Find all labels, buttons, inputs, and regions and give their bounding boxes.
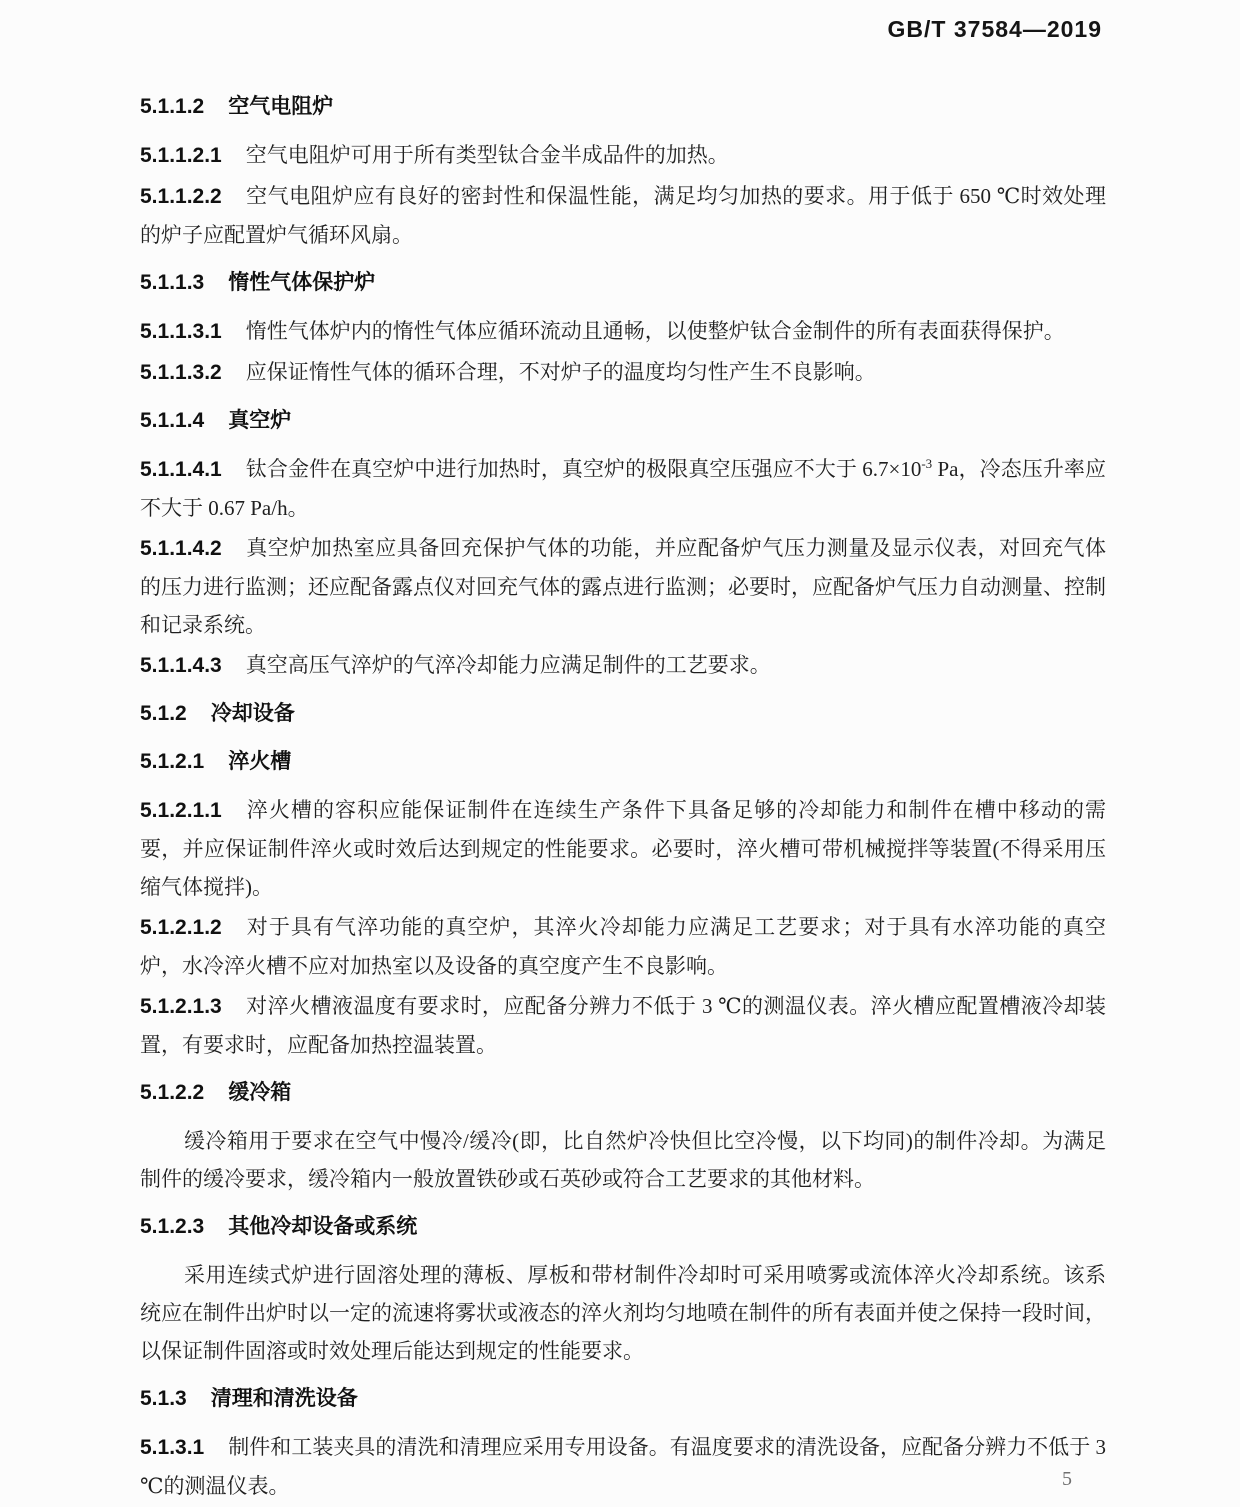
clause-text: 淬火槽的容积应能保证制件在连续生产条件下具备足够的冷却能力和制件在槽中移动的需要，并应保证制件淬火或时效后达到规定的性能要求。必要时，淬火槽可带机械搅拌等装置(不得采用压缩气体搅拌)。 [140,798,1106,899]
clause-number: 5.1.3.1 [140,1436,205,1459]
section-title: 冷却设备 [210,702,295,725]
section-heading [140,1208,1106,1246]
clause [140,791,1106,906]
page-number: 5 [1062,1468,1072,1490]
clause [140,987,1106,1064]
superscript-exponent: -3 [921,456,933,471]
section-number: 5.1.2 [140,702,187,725]
standard-number: GB/T 37584—2019 [887,16,1102,42]
clause-text: 惰性气体炉内的惰性气体应循环流动且通畅，以使整炉钛合金制件的所有表面获得保护。 [245,319,1065,343]
clause-number: 5.1.2.1.3 [140,995,222,1018]
section-heading [140,1074,1106,1112]
clause-number: 5.1.1.3.1 [140,320,222,343]
clause-number: 5.1.1.4.2 [140,537,222,560]
section-title: 淬火槽 [228,750,292,773]
section-title: 缓冷箱 [228,1081,292,1104]
clause [140,529,1106,644]
clause-number: 5.1.2.1.1 [140,799,222,822]
section-number: 5.1.1.2 [140,95,205,118]
body-paragraph: 采用连续式炉进行固溶处理的薄板、厚板和带材制件冷却时可采用喷雾或流体淬火冷却系统。该系统应在制件出炉时以一定的流速将雾状或液态的淬火剂均匀地喷在制件的所有表面并使之保持一段时间，以保证制件固溶或时效处理后能达到规定的性能要求。 [140,1263,1106,1363]
clause [140,1428,1106,1505]
section-heading [140,88,1106,126]
clause [140,177,1106,254]
body-paragraph: 缓冷箱用于要求在空气中慢冷/缓冷(即，比自然炉冷快但比空冷慢，以下均同)的制件冷却。为满足制件的缓冷要求，缓冷箱内一般放置铁砂或石英砂或符合工艺要求的其他材料。 [140,1129,1106,1191]
clause [140,908,1106,985]
section-title: 其他冷却设备或系统 [228,1215,418,1238]
clause [140,136,1106,175]
document-body [140,78,1106,1507]
section-number: 5.1.2.3 [140,1215,205,1238]
clause-text: 空气电阻炉应有良好的密封性和保温性能，满足均匀加热的要求。用于低于 650 ℃时效处理的炉子应配置炉气循环风扇。 [140,184,1106,247]
clause-text: 应保证惰性气体的循环合理，不对炉子的温度均匀性产生不良影响。 [245,360,876,384]
clause-number: 5.1.1.2.1 [140,144,222,167]
section-number: 5.1.3 [140,1387,187,1410]
section-number: 5.1.1.4 [140,409,205,432]
section-heading [140,743,1106,781]
clause [140,646,1106,685]
clause-number: 5.1.1.4.3 [140,654,222,677]
section-heading [140,264,1106,302]
clause-text: 钛合金件在真空炉中进行加热时，真空炉的极限真空压强应不大于 6.7×10 [245,457,922,481]
clause-number: 5.1.1.2.2 [140,185,222,208]
clause [140,450,1106,527]
clause-text: 制件和工装夹具的清洗和清理应采用专用设备。有温度要求的清洗设备，应配备分辨力不低于 3 ℃的测温仪表。 [140,1435,1106,1498]
clause-number: 5.1.1.3.2 [140,361,222,384]
section-number: 5.1.2.2 [140,1081,205,1104]
section-number: 5.1.1.3 [140,271,205,294]
section-heading [140,1380,1106,1418]
clause-text: 对淬火槽液温度有要求时，应配备分辨力不低于 3 ℃的测温仪表。淬火槽应配置槽液冷却装置，有要求时，应配备加热控温装置。 [140,994,1106,1057]
section-title: 空气电阻炉 [228,95,334,118]
section-heading [140,695,1106,733]
clause [140,353,1106,392]
clause [140,312,1106,351]
clause-number: 5.1.2.1.2 [140,916,222,939]
clause-text: 真空炉加热室应具备回充保护气体的功能，并应配备炉气压力测量及显示仪表，对回充气体的压力进行监测；还应配备露点仪对回充气体的露点进行监测；必要时，应配备炉气压力自动测量、控制和记录系统。 [140,536,1106,637]
section-number: 5.1.2.1 [140,750,205,773]
section-heading [140,402,1106,440]
clause-number: 5.1.1.4.1 [140,458,222,481]
section-title: 清理和清洗设备 [210,1387,358,1410]
section-title: 真空炉 [228,409,292,432]
clause-text: 对于具有气淬功能的真空炉，其淬火冷却能力应满足工艺要求；对于具有水淬功能的真空炉，水冷淬火槽不应对加热室以及设备的真空度产生不良影响。 [140,915,1106,978]
section-title: 惰性气体保护炉 [228,271,376,294]
clause-text: 真空高压气淬炉的气淬冷却能力应满足制件的工艺要求。 [245,653,771,677]
clause-text: Pa，冷态压升率应不大于 0.67 Pa/h。 [140,457,1107,520]
clause-text: 空气电阻炉可用于所有类型钛合金半成品件的加热。 [245,143,729,167]
